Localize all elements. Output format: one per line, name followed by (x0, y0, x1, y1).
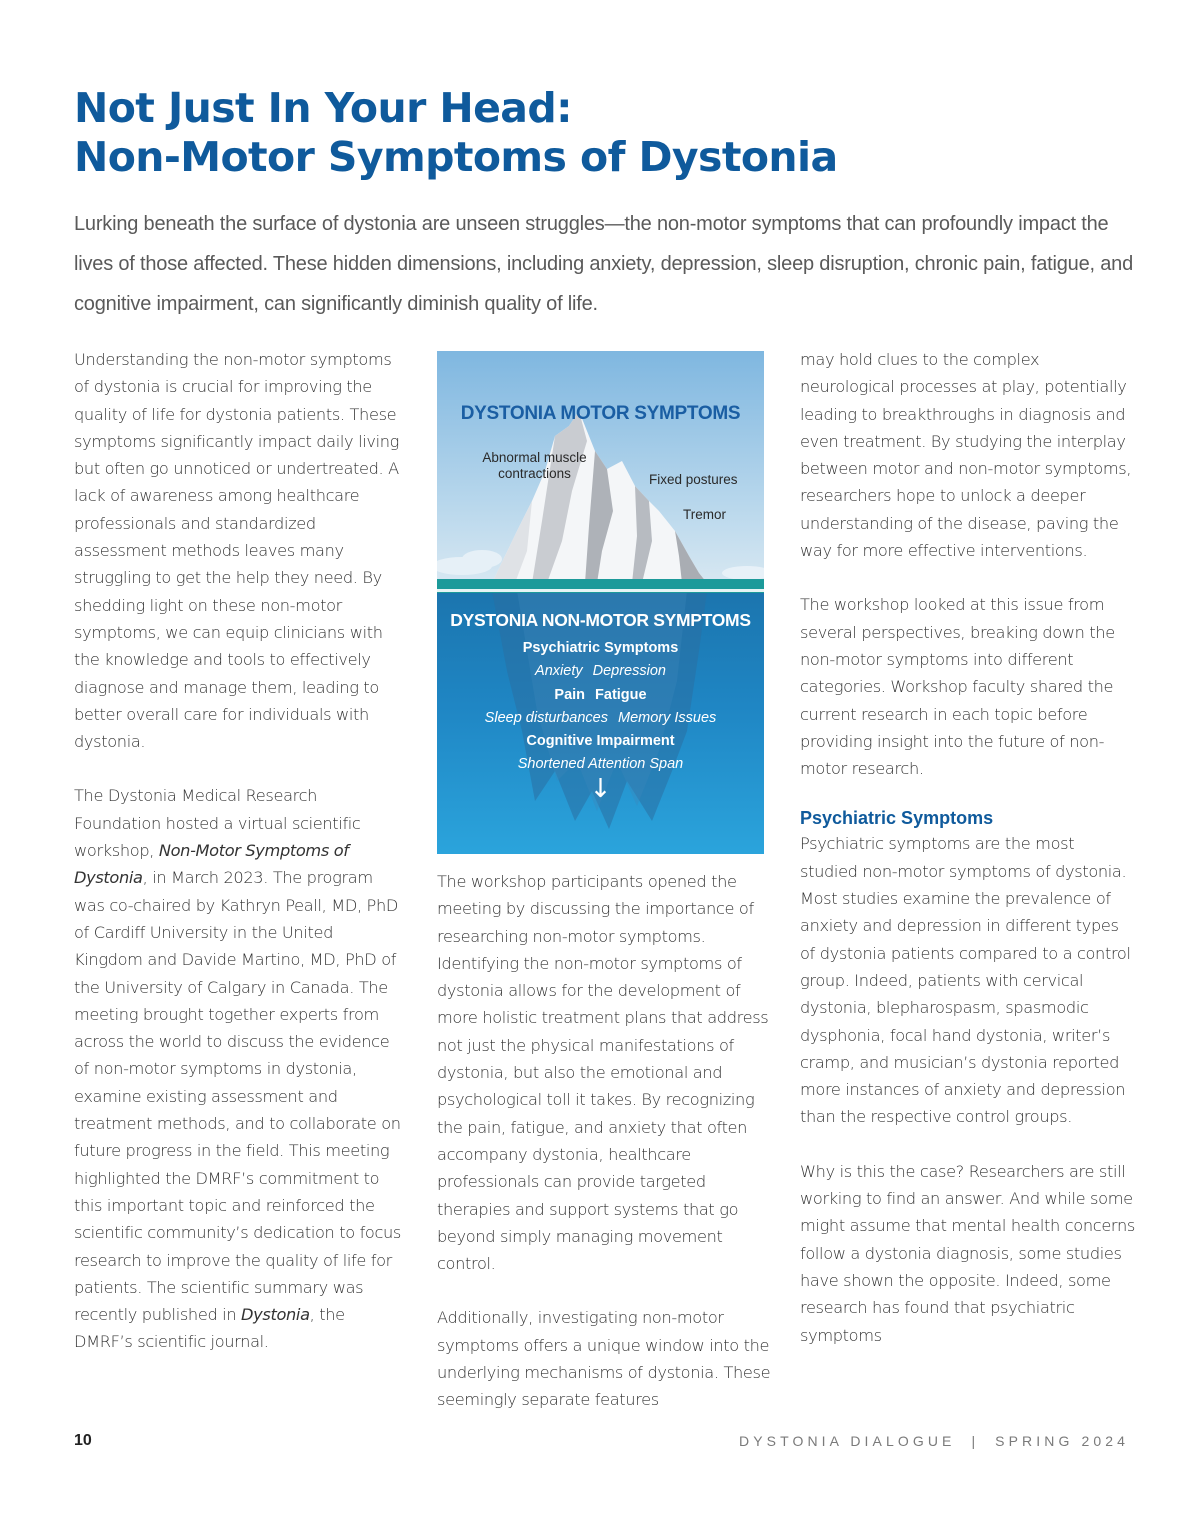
nonmotor-symptoms-list (437, 637, 764, 777)
publication-footer: DYSTONIA DIALOGUE | SPRING 2024 (739, 1433, 1129, 1449)
label-line: contractions (498, 466, 571, 481)
label-tremor: Tremor (683, 507, 726, 522)
title-line-2: Non-Motor Symptoms of Dystonia (74, 133, 838, 181)
middle-paragraph-2: Additionally, investigating non-motor symptoms offers a unique window into the underlying mechanisms of dystonia. These seemingly separate features (437, 1308, 771, 1410)
text-run: , the DMRF’s scientific journal. (74, 1305, 345, 1352)
iceberg-figure (437, 351, 764, 854)
left-paragraph-1: Understanding the non-motor symptoms of dystonia is crucial for improving the quality of life for dystonia patients. These symptoms significantly impact daily living but often go unnoticed or undertreated. A lack of awareness among healthcare professionals and standardized assessment methods leaves many struggling to get the help they need. By shedding light on these non-motor symptoms, we can equip clinicians with the knowledge and tools to effectively diagnose and manage them, leading to better overall care for individuals with dystonia. (74, 350, 400, 752)
item-anxiety: Anxiety (535, 663, 583, 680)
row-anxiety-depression (437, 660, 764, 683)
article-dek: Lurking beneath the surface of dystonia are unseen struggles—the non-motor symptoms that can profoundly impact the lives of those affected. These hidden dimensions, including anxiety, depression, sleep disruption, chronic pain, fatigue, and cognitive impairment, can significantly diminish quality of life. (74, 213, 1134, 315)
article-title (74, 84, 1074, 182)
label-abnormal-contractions (477, 450, 592, 482)
item-memory: Memory Issues (618, 709, 717, 726)
middle-column (437, 868, 772, 1414)
item-pain: Pain (554, 686, 586, 703)
title-line-1: Not Just In Your Head: (74, 84, 572, 132)
down-arrow-icon: ↓ (589, 774, 612, 804)
row-pain-fatigue (437, 684, 764, 707)
waterline-foam (437, 589, 764, 592)
left-paragraph-2 (74, 782, 404, 1355)
right-paragraph-1: may hold clues to the complex neurological processes at play, potentially leading to breakthroughs in diagnosis and even treatment. By studying the interplay between motor and non-motor symptoms, researchers hope to unlock a deeper understanding of the disease, paving the way for more effective interventions. (800, 350, 1132, 561)
text-run: The Dystonia Medical Research Foundation hosted a virtual scientific workshop, (74, 786, 361, 861)
left-column (74, 346, 404, 1356)
right-column (800, 346, 1135, 1349)
item-attention: Shortened Attention Span (517, 756, 684, 773)
label-fixed-postures: Fixed postures (649, 472, 738, 487)
item-cognitive: Cognitive Impairment (526, 733, 675, 750)
right-paragraph-3: Psychiatric symptoms are the most studied non-motor symptoms of dystonia. Most studies examine the prevalence of anxiety and depression in different types of dystonia patients compared to a control group. Indeed, patients with cervical dystonia, blepharospasm, spasmodic dysphonia, focal hand dystonia, writer’s cramp, and musician’s dystonia reported more instances of anxiety and depression than the respective control groups. (800, 834, 1131, 1127)
nonmotor-symptoms-heading: DYSTONIA NON-MOTOR SYMPTOMS (450, 610, 751, 630)
item-depression: Depression (592, 663, 666, 680)
section-heading-psychiatric: Psychiatric Symptoms (800, 808, 994, 829)
item-psychiatric: Psychiatric Symptoms (522, 640, 679, 656)
right-paragraph-2: The workshop looked at this issue from several perspectives, breaking down the non-motor symptoms into different categories. Workshop faculty shared the current research in each topic before providing insight into the future of non-motor research. (800, 595, 1115, 779)
journal-title-italic: Dystonia (241, 1305, 310, 1325)
item-fatigue: Fatigue (595, 686, 647, 703)
row-sleep-memory (437, 707, 764, 730)
motor-symptoms-heading: DYSTONIA MOTOR SYMPTOMS (460, 403, 741, 424)
right-paragraph-4: Why is this the case? Researchers are still working to find an answer. And while some might assume that mental health concerns follow a dystonia diagnosis, some studies have shown the opposite. Indeed, some research has found that psychiatric symptoms (800, 1161, 1135, 1345)
text-run: , in March 2023. The program was co-chaired by Kathryn Peall, MD, PhD of Cardiff University in the United Kingdom and Davide Martino, MD, PhD of the University of Calgary in Canada. The meeting brought together experts from across the world to discuss the evidence of non-motor symptoms in dystonia, examine existing assessment and treatment methods, and to collaborate on future progress in the field. This meeting highlighted the DMRF’s commitment to this important topic and reinforced the scientific community’s dedication to focus research to improve the quality of life for patients. The scientific summary was recently published in (74, 868, 402, 1325)
middle-paragraph-1: The workshop participants opened the meeting by discussing the importance of researching non-motor symptoms. Identifying the non-motor symptoms of dystonia allows for the development of more holistic treatment plans that address not just the physical manifestations of dystonia, but also the emotional and psychological toll it takes. By recognizing the pain, fatigue, and anxiety that often accompany dystonia, healthcare professionals can provide targeted therapies and support systems that go beyond simply managing movement control. (437, 872, 769, 1274)
label-line: Abnormal muscle (482, 450, 587, 465)
page-number: 10 (74, 1432, 92, 1449)
workshop-title-italic: Non-Motor Symptoms of Dystonia (74, 841, 349, 888)
item-sleep: Sleep disturbances (484, 709, 608, 726)
